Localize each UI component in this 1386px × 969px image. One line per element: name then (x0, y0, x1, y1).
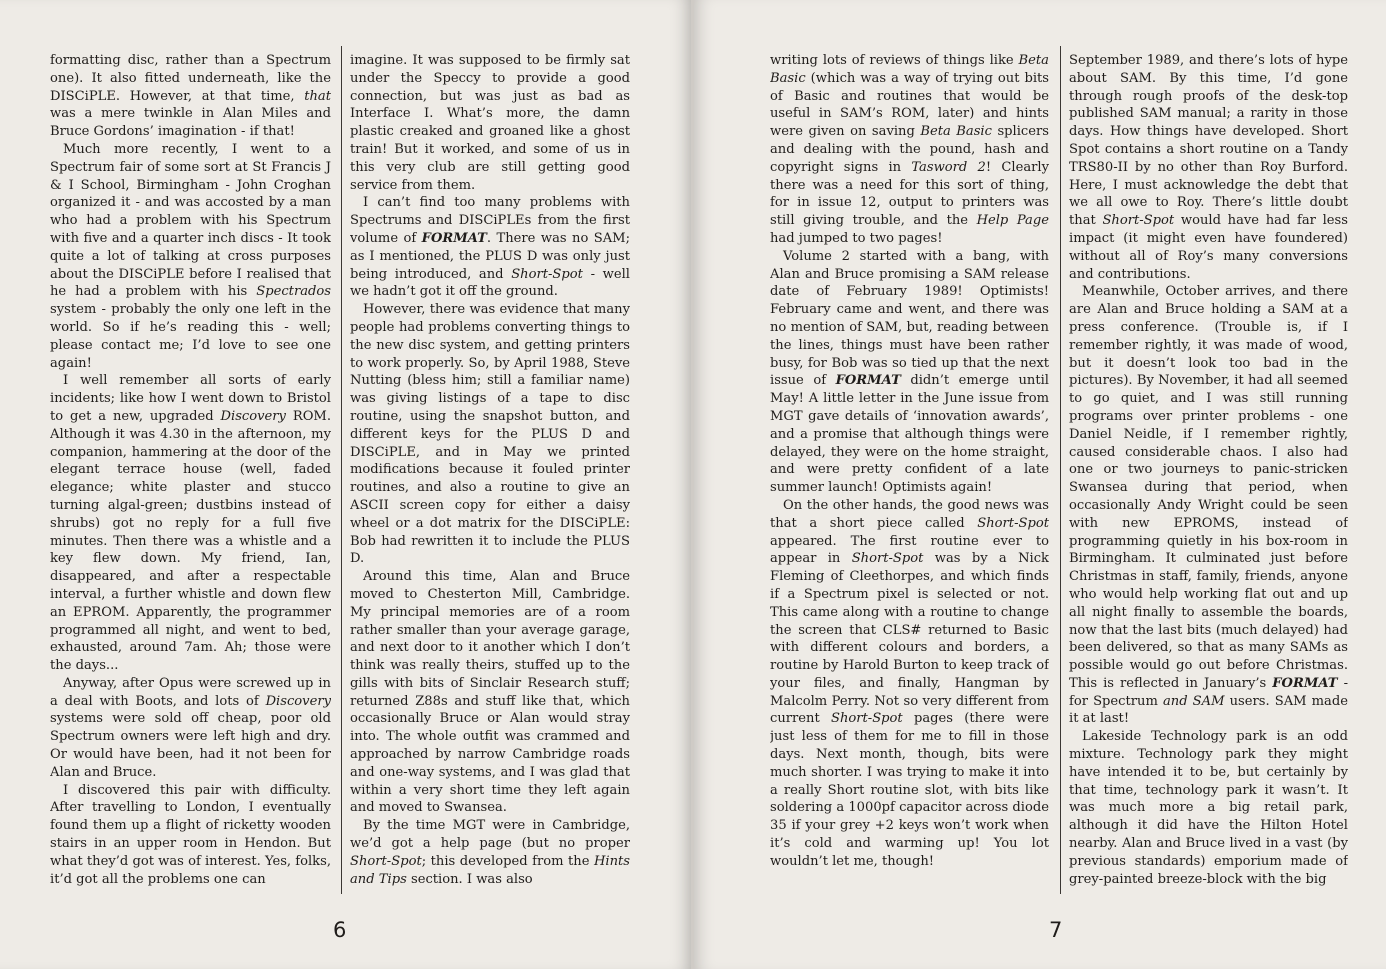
paragraph: By the time MGT were in Cambridge, we’d got a help page (but no proper Short-Spot; this developed from the Hints and Tips section. I was also (350, 818, 630, 887)
paragraph: On the other hands, the good news was that a short piece called Short-Spot appeared. The first routine ever to appear in Short-Spot was by a Nick Fleming of Cleethorpes, and which finds if a Spectrum pixel is selected or not. This came along with a routine to change the screen that CLS# returned to Basic with different colours and borders, a routine by Harold Burton to keep track of your files, and finally, Hangman by Malcolm Perry. Not so very different from current Short-Spot pages (there were just less of them for me to fill in those days. Next month, though, bits were much shorter. I was trying to make it into a really Short routine slot, with bits like soldering a 1000pf capacitor across diode 35 if your grey +2 keys won’t work when it’s cold and warming up! You lot wouldn’t let me, though! (770, 497, 1049, 869)
paragraph: Meanwhile, October arrives, and there are Alan and Bruce holding a SAM at a press conference. (Trouble is, if I remember rightly, it was made of wood, but it doesn’t look too bad in the pictures). By November, it had all seemed to go quiet, and I was still running programs over printer problems - one Daniel Neidle, if I remember rightly, caused considerable chaos. I also had one or two journeys to panic-stricken Swansea during that period, when occasionally Andy Wright could be seen with new EPROMS, instead of programming quietly in his box-room in Birmingham. It culminated just before Christmas in staff, family, friends, anyone who would help working flat out and up all night finally to assemble the boards, now that the last bits (much delayed) had been delivered, so that as many SAMs as possible would go out before Christmas. This is reflected in January’s FORMAT - for Spectrum and SAM users. SAM made it at last! (1069, 284, 1348, 727)
text-column (350, 52, 630, 888)
page-right (694, 0, 1386, 969)
paragraph: I discovered this pair with difficulty. After travelling to London, I eventually found them up a flight of ricketty wooden stairs in an upper room in Hendon. But what they’d got was of interest. Yes, folks, it’d got all the problems one can (50, 782, 331, 887)
paragraph: Much more recently, I went to a Spectrum fair of some sort at St Francis J & I School, Birmingham - John Croghan organized it - and was accosted by a man who had a problem with his Spectrum with five and a quarter inch discs - It took quite a lot of talking at cross purposes about the DISCiPLE before I realised that he had a problem with his Spectrados system - probably the only one left in the world. So if he’s reading this - well; please contact me; I’d love to see one again! (50, 141, 331, 371)
paragraph: However, there was evidence that many people had problems converting things to the new disc system, and getting printers to work properly. So, by April 1988, Steve Nutting (bless him; still a familiar name) was giving listings of a tape to disc routine, using the snapshot button, and different keys for the PLUS D and DISCiPLE, and in May we printed modifications because it fouled printer routines, and also a routine to give an ASCII screen copy for either a daisy wheel or a dot matrix for the DISCiPLE: Bob had rewritten it to include the PLUS D. (350, 302, 630, 567)
paragraph: Volume 2 started with a bang, with Alan and Bruce promising a SAM release date of February 1989! Optimists! February came and went, and there was no mention of SAM, but, reading between the lines, things must have been rather busy, for Bob was so tied up that the next issue of FORMAT didn’t emerge until May! A little letter in the June issue from MGT gave details of ‘innovation awards’, and a promise that although things were delayed, they were on the home straight, and were pretty confident of a late summer launch! Optimists again! (770, 248, 1049, 496)
text-column (50, 52, 331, 888)
paragraph: September 1989, and there’s lots of hype about SAM. By this time, I’d gone through rough proofs of the desk-top published SAM manual; a rarity in those days. How things have developed. Short Spot contains a short routine on a Tandy TRS80-II by no other than Roy Burford. Here, I must acknowledge the debt that we all owe to Roy. There’s little doubt that Short-Spot would have had far less impact (it might even have foundered) without all of Roy’s many conversions and contributions. (1069, 53, 1348, 282)
column-divider (1060, 46, 1061, 894)
paragraph: formatting disc, rather than a Spectrum one). It also fitted underneath, like the DISCiPLE. However, at that time, that was a mere twinkle in Alan Miles and Bruce Gordons’ imagination - if that! (50, 53, 331, 140)
paragraph: imagine. It was supposed to be firmly sat under the Speccy to provide a good connection, but was just as bad as Interface I. What’s more, the damn plastic creaked and groaned like a ghost train! But it worked, and some of us in this very club are still getting good service from them. (350, 53, 630, 193)
page-number: 6 (333, 918, 347, 942)
paragraph: I well remember all sorts of early incidents; like how I went down to Bristol to get a new, upgraded Discovery ROM. Although it was 4.30 in the afternoon, my companion, hammering at the door of the elegant terrace house (well, faded elegance; white plaster and stucco turning algal-green; dustbins instead of shrubs) got no reply for a full five minutes. Then there was a whistle and a key flew down. My friend, Ian, disappeared, and after a respectable interval, a further whistle and down flew an EPROM. Apparently, the programmer programmed all night, and went to bed, exhausted, around 7am. Ah; those were the days... (50, 373, 331, 674)
text-column (770, 52, 1049, 871)
text-column (1069, 52, 1348, 888)
page-number: 7 (1049, 918, 1063, 942)
paragraph: Around this time, Alan and Bruce moved to Chesterton Mill, Cambridge. My principal memories are of a room rather smaller than your average garage, and next door to it another which I don’t think was really theirs, stuffed up to the gills with bits of Sinclair Research stuff; returned Z88s and stuff like that, which occasionally Bruce or Alan would stray into. The whole outfit was crammed and approached by narrow Cambridge roads and one-way systems, and I was glad that within a very short time they left again and moved to Swansea. (350, 569, 630, 816)
page-left (0, 0, 691, 969)
paragraph: writing lots of reviews of things like Beta Basic (which was a way of trying out bits of Basic and routines that would be useful in SAM’s ROM, later) and hints were given on saving Beta Basic splicers and dealing with the pound, hash and copyright signs in Tasword 2! Clearly there was a need for this sort of thing, for in issue 12, output to printers was still giving trouble, and the Help Page had jumped to two pages! (770, 53, 1049, 246)
paragraph: Lakeside Technology park is an odd mixture. Technology park they might have intended it to be, but certainly by that time, technology park it wasn’t. It was much more a big retail park, although it did have the Hilton Hotel nearby. Alan and Bruce lived in a vast (by previous standards) emporium made of grey-painted breeze-block with the big (1069, 729, 1348, 887)
paragraph: Anyway, after Opus were screwed up in a deal with Boots, and lots of Discovery systems were sold off cheap, poor old Spectrum owners were left high and dry. Or would have been, had it not been for Alan and Bruce. (50, 675, 331, 780)
paragraph: I can’t find too many problems with Spectrums and DISCiPLEs from the first volume of FORMAT. There was no SAM; as I mentioned, the PLUS D was only just being introduced, and Short-Spot - well we hadn’t got it off the ground. (350, 195, 630, 300)
column-divider (341, 46, 342, 894)
